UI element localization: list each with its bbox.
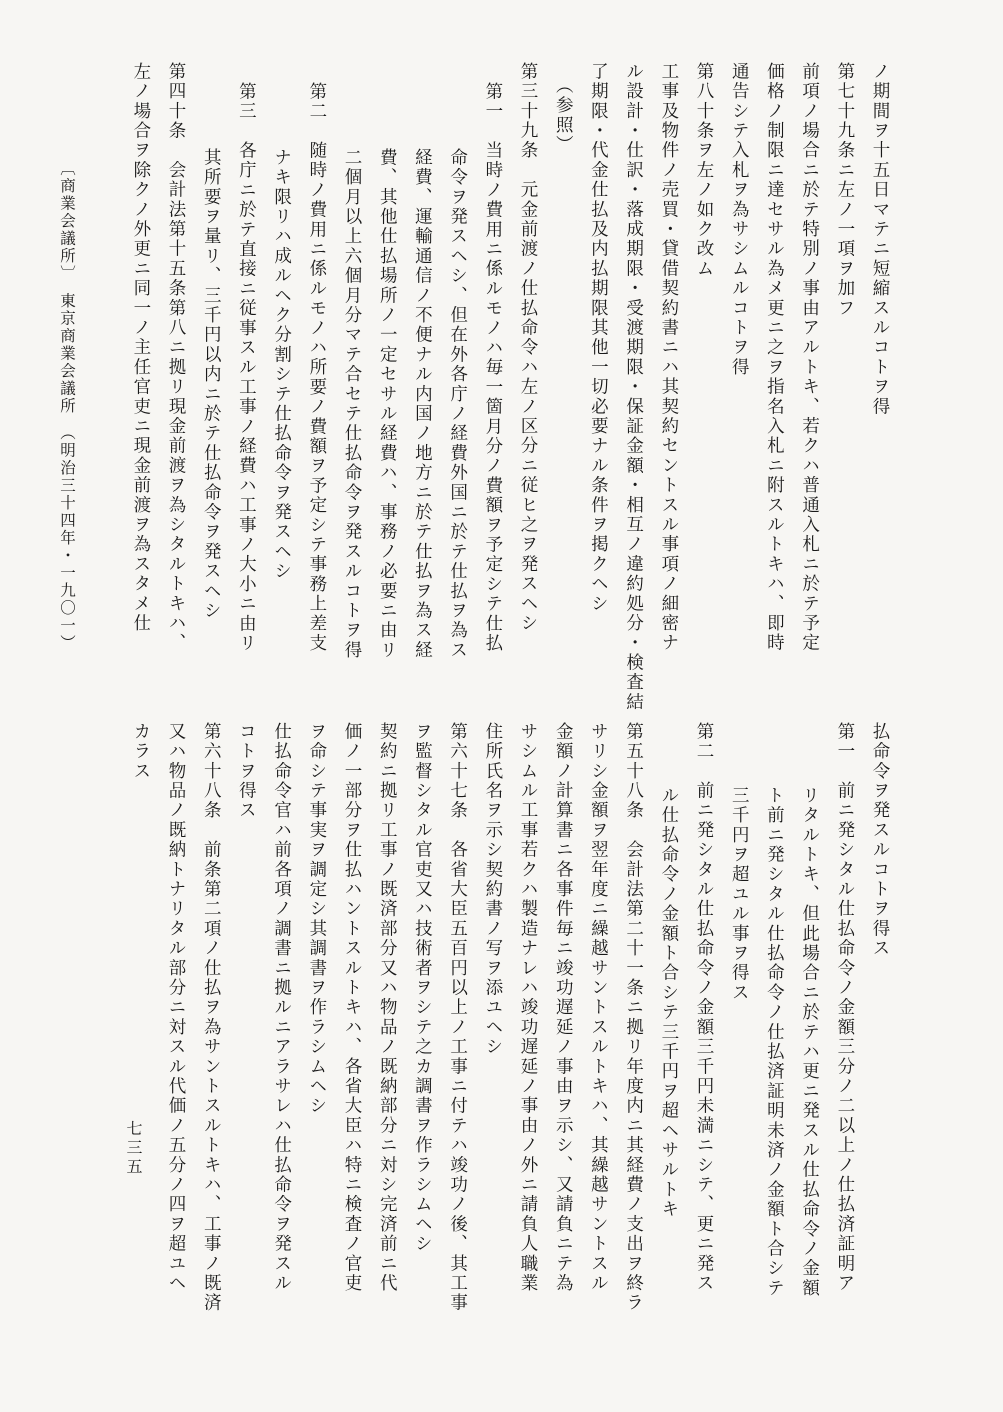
text-column: サリシ金額ヲ翌年度ニ繰越サントスルトキハ、其繰越サントスル (588, 722, 609, 1294)
text-column: 命令ヲ発スヘシ、但在外各庁ノ経費外国ニ於テ仕払ヲ為ス (447, 148, 468, 661)
upper-text-block (118, 62, 890, 713)
text-column: 第五十八条 会計法第二十一条ニ拠リ年度内ニ其経費ノ支出ヲ終ラ (623, 722, 644, 1313)
text-column: ト前ニ発シタル仕払命令ノ仕払済証明未済ノ金額ト合シテ (764, 786, 785, 1299)
text-column: 第二 随時ノ費用ニ係ルモノハ所要ノ費額ヲ予定シテ事務上差支 (306, 82, 327, 654)
text-column: 第六十八条 前条第二項ノ仕払ヲ為サントスルトキハ、工事ノ既済 (201, 722, 222, 1313)
text-column: 又ハ物品ノ既納トナリタル部分ニ対スル代価ノ五分ノ四ヲ超ユヘ (166, 722, 186, 1294)
text-column: 工事及物件ノ売買・貸借契約書ニハ其契約セントスル事項ノ細密ナ (658, 62, 679, 653)
text-column: ノ期間ヲ十五日マテニ短縮スルコトヲ得 (870, 62, 890, 417)
text-column: 価ノ一部分ヲ仕払ハントスルトキハ、各省大臣ハ特ニ検査ノ官吏 (342, 722, 362, 1294)
text-column: 通告シテ入札ヲ為サシムルコトヲ得 (729, 62, 750, 378)
text-column: 住所氏名ヲ示シ契約書ノ写ヲ添ユヘシ (482, 722, 503, 1057)
text-column: 二個月以上六個月分マテ合セテ仕払命令ヲ発スルコトヲ得 (342, 148, 362, 661)
text-column: 価格ノ制限ニ達セサル為メ更ニ之ヲ指名入札ニ附スルトキハ、即時 (764, 62, 785, 653)
text-column: 左ノ場合ヲ除クノ外更ニ同一ノ主任官吏ニ現金前渡ヲ為スタメ仕 (130, 62, 151, 634)
text-column: 第二 前ニ発シタル仕払命令ノ金額三千円未満ニシテ、更ニ発ス (694, 722, 714, 1294)
text-column: 第四十条 会計法第十五条第八ニ拠リ現金前渡ヲ為シタルトキハ、 (166, 62, 186, 653)
footer-source: 〔商業会議所〕 東京商業会議所 （明治三十四年・一九〇一） (58, 160, 76, 652)
text-column: リタルトキ、但此場合ニ於テハ更ニ発スル仕払命令ノ金額 (799, 786, 820, 1299)
text-column: カラス (130, 722, 151, 782)
text-column: ル設計・仕訳・落成期限・受渡期限・保証金額・相互ノ違約処分・検査結 (623, 62, 644, 713)
text-column: 第八十条ヲ左ノ如ク改ム (694, 62, 714, 279)
text-column: 第七十九条ニ左ノ一項ヲ加フ (834, 62, 855, 319)
text-column: ル仕払命令ノ金額ト合シテ三千円ヲ超ヘサルトキ (658, 786, 679, 1220)
text-column: 其所要ヲ量リ、三千円以内ニ於テ仕払命令ヲ発スヘシ (201, 148, 222, 621)
page-number: 七三五 (124, 1120, 143, 1177)
text-column: 払命令ヲ発スルコトヲ得ス (870, 722, 890, 959)
text-column: 仕払命令官ハ前各項ノ調書ニ拠ルニアラサレハ仕払命令ヲ発スル (271, 722, 292, 1294)
text-column: 第六十七条 各省大臣五百円以上ノ工事ニ付テハ竣功ノ後、其工事 (447, 722, 468, 1313)
text-column: ヲ命シテ事実ヲ調定シ其調書ヲ作ラシムヘシ (306, 722, 327, 1116)
text-column: 第三 各庁ニ於テ直接ニ従事スル工事ノ経費ハ工事ノ大小ニ由リ (236, 82, 257, 654)
text-column: 第一 前ニ発シタル仕払命令ノ金額三分ノ二以上ノ仕払済証明ア (834, 722, 855, 1294)
text-column: 費、其他仕払場所ノ一定セサル経費ハ、事務ノ必要ニ由リ (377, 148, 398, 661)
lower-text-block (108, 722, 888, 1362)
text-column: 三千円ヲ超ユル事ヲ得ス (729, 786, 750, 1003)
text-column: 第三十九条 元金前渡ノ仕払命令ハ左ノ区分ニ従ヒ之ヲ発スヘシ (518, 62, 538, 634)
text-column: サシムル工事若クハ製造ナレハ竣功遅延ノ事由ノ外ニ請負人職業 (518, 722, 538, 1294)
text-column: 契約ニ拠リ工事ノ既済部分又ハ物品ノ既納部分ニ対シ完済前ニ代 (377, 722, 398, 1294)
text-column: 前項ノ場合ニ於テ特別ノ事由アルトキ、若クハ普通入札ニ於テ予定 (799, 62, 820, 653)
text-column: （参照） (553, 76, 574, 155)
text-column: コトヲ得ス (236, 722, 257, 821)
text-column: ヲ監督シタル官吏又ハ技術者ヲシテ之カ調書ヲ作ラシムヘシ (412, 722, 433, 1254)
text-column: ナキ限リハ成ルヘク分割シテ仕払命令ヲ発スヘシ (271, 148, 292, 582)
text-column: 経費、運輸通信ノ不便ナル内国ノ地方ニ於テ仕払ヲ為ス経 (412, 148, 433, 661)
text-column: 第一 当時ノ費用ニ係ルモノハ毎一箇月分ノ費額ヲ予定シテ仕払 (482, 82, 503, 654)
text-column: 了期限・代金仕払及内払期限其他一切必要ナル条件ヲ掲クヘシ (588, 62, 609, 614)
text-column: 金額ノ計算書ニ各事件毎ニ竣功遅延ノ事由ヲ示シ、又請負ニテ為 (553, 722, 574, 1294)
